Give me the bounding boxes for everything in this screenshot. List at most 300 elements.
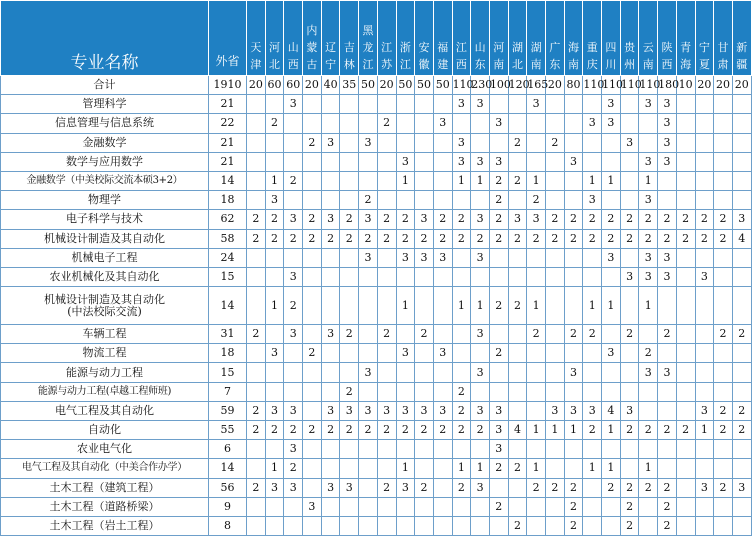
quota-cell bbox=[321, 516, 340, 535]
major-name: 农业电气化 bbox=[77, 442, 132, 456]
outside-total-cell: 55 bbox=[209, 421, 247, 440]
quota-cell bbox=[433, 267, 452, 286]
outside-total-cell: 24 bbox=[209, 248, 247, 267]
outside-total-cell: 8 bbox=[209, 516, 247, 535]
quota-cell: 2 bbox=[564, 210, 583, 229]
quota-cell bbox=[359, 344, 378, 363]
quota-cell bbox=[340, 133, 359, 152]
quota-cell bbox=[695, 191, 714, 210]
quota-cell bbox=[676, 95, 695, 114]
quota-cell bbox=[471, 267, 490, 286]
quota-cell bbox=[620, 152, 639, 171]
major-name: 土木工程（道路桥梁） bbox=[49, 499, 160, 513]
quota-cell bbox=[639, 114, 658, 133]
province-header: 青海 bbox=[676, 1, 695, 76]
quota-cell bbox=[359, 114, 378, 133]
quota-cell: 2 bbox=[658, 497, 677, 516]
outside-total-cell: 62 bbox=[209, 210, 247, 229]
quota-cell: 1 bbox=[452, 287, 471, 325]
quota-cell: 2 bbox=[396, 229, 415, 248]
quota-cell bbox=[714, 497, 733, 516]
quota-cell bbox=[564, 248, 583, 267]
quota-cell bbox=[265, 133, 284, 152]
major-name-cell bbox=[1, 325, 209, 344]
quota-cell bbox=[527, 401, 546, 420]
quota-cell: 2 bbox=[247, 229, 266, 248]
province-header: 湖南 bbox=[527, 1, 546, 76]
quota-cell: 2 bbox=[620, 325, 639, 344]
major-name: 数学与应用数学 bbox=[66, 154, 143, 168]
quota-cell bbox=[583, 382, 602, 401]
quota-cell: 3 bbox=[658, 95, 677, 114]
province-header: 吉林 bbox=[340, 1, 359, 76]
quota-cell: 2 bbox=[303, 421, 322, 440]
quota-cell bbox=[303, 363, 322, 382]
quota-cell bbox=[340, 171, 359, 190]
quota-cell bbox=[508, 440, 527, 459]
quota-cell bbox=[489, 267, 508, 286]
quota-cell bbox=[620, 171, 639, 190]
quota-cell bbox=[340, 363, 359, 382]
quota-cell bbox=[471, 497, 490, 516]
quota-cell bbox=[265, 325, 284, 344]
table-row bbox=[1, 440, 752, 459]
quota-cell: 3 bbox=[340, 401, 359, 420]
quota-cell: 3 bbox=[564, 401, 583, 420]
quota-cell bbox=[377, 516, 396, 535]
quota-cell: 2 bbox=[620, 478, 639, 497]
outside-total-cell: 58 bbox=[209, 229, 247, 248]
quota-cell: 2 bbox=[377, 229, 396, 248]
quota-cell: 2 bbox=[265, 210, 284, 229]
quota-cell: 1 bbox=[471, 459, 490, 478]
quota-cell bbox=[658, 459, 677, 478]
quota-cell: 1 bbox=[527, 421, 546, 440]
quota-cell bbox=[396, 325, 415, 344]
quota-cell: 4 bbox=[508, 421, 527, 440]
quota-cell bbox=[415, 497, 434, 516]
quota-cell: 3 bbox=[284, 95, 303, 114]
quota-cell: 3 bbox=[620, 401, 639, 420]
quota-cell bbox=[433, 382, 452, 401]
quota-cell bbox=[321, 344, 340, 363]
quota-cell bbox=[377, 133, 396, 152]
quota-cell bbox=[508, 401, 527, 420]
quota-cell bbox=[247, 459, 266, 478]
quota-cell: 3 bbox=[583, 191, 602, 210]
quota-cell bbox=[377, 440, 396, 459]
quota-cell bbox=[527, 344, 546, 363]
quota-cell: 50 bbox=[433, 76, 452, 95]
quota-cell: 3 bbox=[639, 191, 658, 210]
quota-cell bbox=[359, 171, 378, 190]
quota-cell bbox=[303, 191, 322, 210]
quota-cell bbox=[732, 133, 751, 152]
quota-cell: 3 bbox=[377, 401, 396, 420]
quota-cell bbox=[284, 516, 303, 535]
header-row bbox=[1, 1, 752, 76]
quota-cell bbox=[676, 440, 695, 459]
quota-cell: 3 bbox=[658, 267, 677, 286]
quota-cell: 3 bbox=[415, 401, 434, 420]
quota-cell: 2 bbox=[602, 229, 621, 248]
quota-cell bbox=[359, 459, 378, 478]
quota-cell bbox=[433, 363, 452, 382]
major-name-cell bbox=[1, 459, 209, 478]
quota-cell bbox=[732, 363, 751, 382]
quota-cell bbox=[620, 459, 639, 478]
outside-total-cell: 14 bbox=[209, 171, 247, 190]
quota-cell bbox=[452, 325, 471, 344]
quota-cell: 2 bbox=[284, 171, 303, 190]
quota-cell bbox=[415, 459, 434, 478]
quota-cell bbox=[602, 440, 621, 459]
quota-cell: 3 bbox=[639, 152, 658, 171]
quota-cell: 2 bbox=[340, 421, 359, 440]
quota-cell bbox=[340, 248, 359, 267]
major-name: 金融数学（中美校际交流本硕3+2） bbox=[26, 175, 183, 187]
total-row bbox=[1, 76, 752, 95]
quota-cell bbox=[695, 114, 714, 133]
quota-cell bbox=[452, 516, 471, 535]
outside-total-cell: 9 bbox=[209, 497, 247, 516]
quota-cell bbox=[489, 382, 508, 401]
quota-cell: 2 bbox=[359, 191, 378, 210]
quota-cell bbox=[359, 95, 378, 114]
quota-cell bbox=[433, 478, 452, 497]
quota-cell bbox=[340, 344, 359, 363]
quota-cell bbox=[340, 191, 359, 210]
quota-cell bbox=[546, 516, 565, 535]
quota-cell bbox=[508, 248, 527, 267]
quota-cell bbox=[415, 191, 434, 210]
quota-cell bbox=[658, 191, 677, 210]
quota-cell: 3 bbox=[639, 363, 658, 382]
quota-cell: 2 bbox=[508, 287, 527, 325]
quota-cell: 60 bbox=[284, 76, 303, 95]
quota-cell bbox=[732, 459, 751, 478]
quota-cell bbox=[676, 267, 695, 286]
quota-cell bbox=[415, 382, 434, 401]
quota-cell: 2 bbox=[658, 478, 677, 497]
quota-cell bbox=[639, 133, 658, 152]
quota-cell: 1 bbox=[602, 421, 621, 440]
quota-cell: 2 bbox=[415, 478, 434, 497]
quota-cell bbox=[265, 382, 284, 401]
quota-cell: 2 bbox=[433, 229, 452, 248]
quota-cell bbox=[527, 267, 546, 286]
quota-cell bbox=[452, 191, 471, 210]
major-name: 金融数学 bbox=[82, 135, 127, 149]
quota-cell bbox=[508, 497, 527, 516]
table-header bbox=[1, 1, 752, 76]
quota-cell bbox=[732, 171, 751, 190]
quota-cell bbox=[583, 133, 602, 152]
province-header: 广东 bbox=[546, 1, 565, 76]
quota-cell: 1 bbox=[602, 287, 621, 325]
quota-cell bbox=[732, 344, 751, 363]
quota-cell: 3 bbox=[527, 95, 546, 114]
quota-cell: 2 bbox=[546, 210, 565, 229]
province-header: 江西 bbox=[452, 1, 471, 76]
quota-cell: 165 bbox=[527, 76, 546, 95]
quota-cell bbox=[433, 95, 452, 114]
quota-cell bbox=[284, 152, 303, 171]
quota-cell bbox=[433, 133, 452, 152]
quota-cell bbox=[321, 382, 340, 401]
quota-cell bbox=[676, 152, 695, 171]
province-header: 辽宁 bbox=[321, 1, 340, 76]
table-row bbox=[1, 95, 752, 114]
quota-cell bbox=[732, 497, 751, 516]
quota-cell: 40 bbox=[321, 76, 340, 95]
quota-cell: 20 bbox=[303, 76, 322, 95]
quota-cell: 2 bbox=[247, 401, 266, 420]
quota-cell bbox=[359, 497, 378, 516]
table-row bbox=[1, 229, 752, 248]
quota-cell bbox=[546, 248, 565, 267]
quota-cell bbox=[564, 267, 583, 286]
table-row bbox=[1, 401, 752, 420]
province-header: 山西 bbox=[284, 1, 303, 76]
quota-cell: 2 bbox=[732, 401, 751, 420]
quota-cell bbox=[415, 516, 434, 535]
quota-cell bbox=[340, 114, 359, 133]
quota-cell bbox=[732, 248, 751, 267]
quota-cell: 120 bbox=[508, 76, 527, 95]
quota-cell bbox=[508, 95, 527, 114]
quota-cell bbox=[377, 459, 396, 478]
province-header: 河南 bbox=[489, 1, 508, 76]
quota-cell bbox=[396, 133, 415, 152]
quota-cell: 2 bbox=[564, 478, 583, 497]
quota-cell: 2 bbox=[527, 478, 546, 497]
quota-cell: 3 bbox=[471, 152, 490, 171]
quota-cell bbox=[247, 171, 266, 190]
province-header: 福建 bbox=[433, 1, 452, 76]
quota-cell: 2 bbox=[639, 421, 658, 440]
quota-cell: 1 bbox=[583, 171, 602, 190]
quota-cell: 2 bbox=[396, 210, 415, 229]
quota-cell bbox=[527, 516, 546, 535]
quota-cell: 100 bbox=[489, 76, 508, 95]
quota-cell bbox=[676, 478, 695, 497]
quota-cell: 2 bbox=[583, 421, 602, 440]
major-name-cell bbox=[1, 210, 209, 229]
quota-cell bbox=[247, 191, 266, 210]
major-name: 物理学 bbox=[88, 193, 121, 207]
quota-cell bbox=[546, 95, 565, 114]
quota-cell bbox=[284, 363, 303, 382]
quota-cell: 2 bbox=[452, 210, 471, 229]
quota-cell bbox=[377, 344, 396, 363]
quota-cell: 2 bbox=[489, 171, 508, 190]
quota-cell bbox=[247, 516, 266, 535]
quota-cell: 230 bbox=[471, 76, 490, 95]
quota-cell: 2 bbox=[639, 344, 658, 363]
major-name: 合计 bbox=[93, 78, 116, 92]
quota-cell bbox=[247, 152, 266, 171]
quota-cell bbox=[489, 516, 508, 535]
major-name-cell bbox=[1, 133, 209, 152]
quota-cell: 1 bbox=[471, 171, 490, 190]
quota-cell: 3 bbox=[546, 401, 565, 420]
province-header: 山东 bbox=[471, 1, 490, 76]
quota-cell bbox=[284, 133, 303, 152]
quota-cell: 3 bbox=[471, 325, 490, 344]
major-name-cell bbox=[1, 267, 209, 286]
quota-cell: 1 bbox=[396, 459, 415, 478]
quota-cell bbox=[321, 267, 340, 286]
table-row bbox=[1, 497, 752, 516]
outside-total-cell: 18 bbox=[209, 191, 247, 210]
quota-cell bbox=[508, 191, 527, 210]
table-row bbox=[1, 171, 752, 190]
major-name: 物流工程 bbox=[82, 346, 127, 360]
quota-cell: 2 bbox=[284, 287, 303, 325]
quota-cell bbox=[303, 516, 322, 535]
quota-cell bbox=[489, 248, 508, 267]
quota-cell bbox=[714, 287, 733, 325]
quota-cell bbox=[583, 440, 602, 459]
quota-cell: 1 bbox=[452, 459, 471, 478]
quota-cell bbox=[583, 248, 602, 267]
outside-total-cell: 18 bbox=[209, 344, 247, 363]
quota-cell: 3 bbox=[452, 152, 471, 171]
quota-cell: 3 bbox=[433, 248, 452, 267]
quota-cell bbox=[602, 516, 621, 535]
quota-cell: 50 bbox=[396, 76, 415, 95]
quota-cell: 2 bbox=[415, 421, 434, 440]
province-header: 安徽 bbox=[415, 1, 434, 76]
quota-cell bbox=[546, 344, 565, 363]
table-row bbox=[1, 421, 752, 440]
quota-cell: 3 bbox=[564, 152, 583, 171]
quota-cell: 3 bbox=[321, 133, 340, 152]
outside-total-cell: 7 bbox=[209, 382, 247, 401]
quota-cell: 10 bbox=[676, 76, 695, 95]
table-row bbox=[1, 344, 752, 363]
quota-cell: 3 bbox=[396, 344, 415, 363]
table-row bbox=[1, 287, 752, 325]
quota-cell: 3 bbox=[602, 95, 621, 114]
major-name-cell bbox=[1, 516, 209, 535]
quota-cell bbox=[284, 497, 303, 516]
quota-cell bbox=[433, 325, 452, 344]
quota-cell: 3 bbox=[508, 210, 527, 229]
quota-cell bbox=[265, 497, 284, 516]
quota-cell: 2 bbox=[658, 325, 677, 344]
quota-cell bbox=[564, 114, 583, 133]
quota-cell bbox=[452, 248, 471, 267]
quota-cell bbox=[695, 152, 714, 171]
quota-cell: 2 bbox=[377, 478, 396, 497]
quota-cell bbox=[546, 363, 565, 382]
quota-cell: 2 bbox=[639, 229, 658, 248]
table-row bbox=[1, 114, 752, 133]
quota-cell bbox=[433, 440, 452, 459]
quota-cell bbox=[303, 382, 322, 401]
quota-cell: 2 bbox=[620, 229, 639, 248]
quota-cell bbox=[377, 171, 396, 190]
quota-cell bbox=[452, 363, 471, 382]
quota-cell bbox=[658, 171, 677, 190]
quota-cell bbox=[265, 267, 284, 286]
quota-cell: 110 bbox=[452, 76, 471, 95]
quota-cell bbox=[602, 497, 621, 516]
quota-cell bbox=[359, 325, 378, 344]
quota-cell bbox=[247, 248, 266, 267]
quota-cell: 3 bbox=[471, 401, 490, 420]
quota-cell bbox=[359, 267, 378, 286]
quota-cell bbox=[415, 267, 434, 286]
quota-cell: 2 bbox=[714, 421, 733, 440]
major-name-cell bbox=[1, 95, 209, 114]
quota-cell: 3 bbox=[396, 248, 415, 267]
quota-cell bbox=[489, 478, 508, 497]
quota-cell: 3 bbox=[265, 344, 284, 363]
quota-cell: 4 bbox=[602, 401, 621, 420]
quota-cell: 2 bbox=[396, 421, 415, 440]
quota-cell: 2 bbox=[714, 229, 733, 248]
quota-cell bbox=[508, 478, 527, 497]
quota-cell bbox=[564, 440, 583, 459]
quota-cell bbox=[452, 267, 471, 286]
quota-cell bbox=[564, 95, 583, 114]
quota-cell bbox=[415, 440, 434, 459]
quota-cell bbox=[676, 344, 695, 363]
quota-cell: 1 bbox=[583, 459, 602, 478]
outside-province-header: 外省 bbox=[209, 1, 247, 76]
quota-cell bbox=[377, 248, 396, 267]
quota-cell bbox=[489, 363, 508, 382]
quota-cell bbox=[714, 114, 733, 133]
province-header: 天津 bbox=[247, 1, 266, 76]
table-row bbox=[1, 152, 752, 171]
quota-cell: 2 bbox=[452, 421, 471, 440]
quota-cell bbox=[377, 95, 396, 114]
quota-cell bbox=[620, 344, 639, 363]
quota-cell bbox=[676, 401, 695, 420]
quota-cell bbox=[415, 344, 434, 363]
quota-cell bbox=[396, 516, 415, 535]
quota-cell: 2 bbox=[602, 210, 621, 229]
province-header: 湖北 bbox=[508, 1, 527, 76]
quota-cell bbox=[321, 191, 340, 210]
quota-cell: 2 bbox=[433, 421, 452, 440]
quota-cell: 3 bbox=[471, 363, 490, 382]
major-name-header: 专业名称 bbox=[1, 1, 209, 76]
quota-cell bbox=[471, 114, 490, 133]
quota-cell: 3 bbox=[639, 95, 658, 114]
quota-cell: 50 bbox=[415, 76, 434, 95]
quota-cell: 3 bbox=[359, 133, 378, 152]
quota-cell: 60 bbox=[265, 76, 284, 95]
quota-cell bbox=[284, 248, 303, 267]
quota-cell: 1 bbox=[527, 287, 546, 325]
quota-cell bbox=[583, 95, 602, 114]
quota-cell bbox=[732, 516, 751, 535]
quota-cell bbox=[732, 191, 751, 210]
quota-cell bbox=[508, 344, 527, 363]
quota-cell: 2 bbox=[676, 229, 695, 248]
quota-cell bbox=[396, 267, 415, 286]
outside-total-cell: 15 bbox=[209, 267, 247, 286]
quota-cell bbox=[639, 401, 658, 420]
quota-cell: 3 bbox=[433, 114, 452, 133]
quota-cell: 3 bbox=[695, 478, 714, 497]
quota-cell: 3 bbox=[433, 401, 452, 420]
